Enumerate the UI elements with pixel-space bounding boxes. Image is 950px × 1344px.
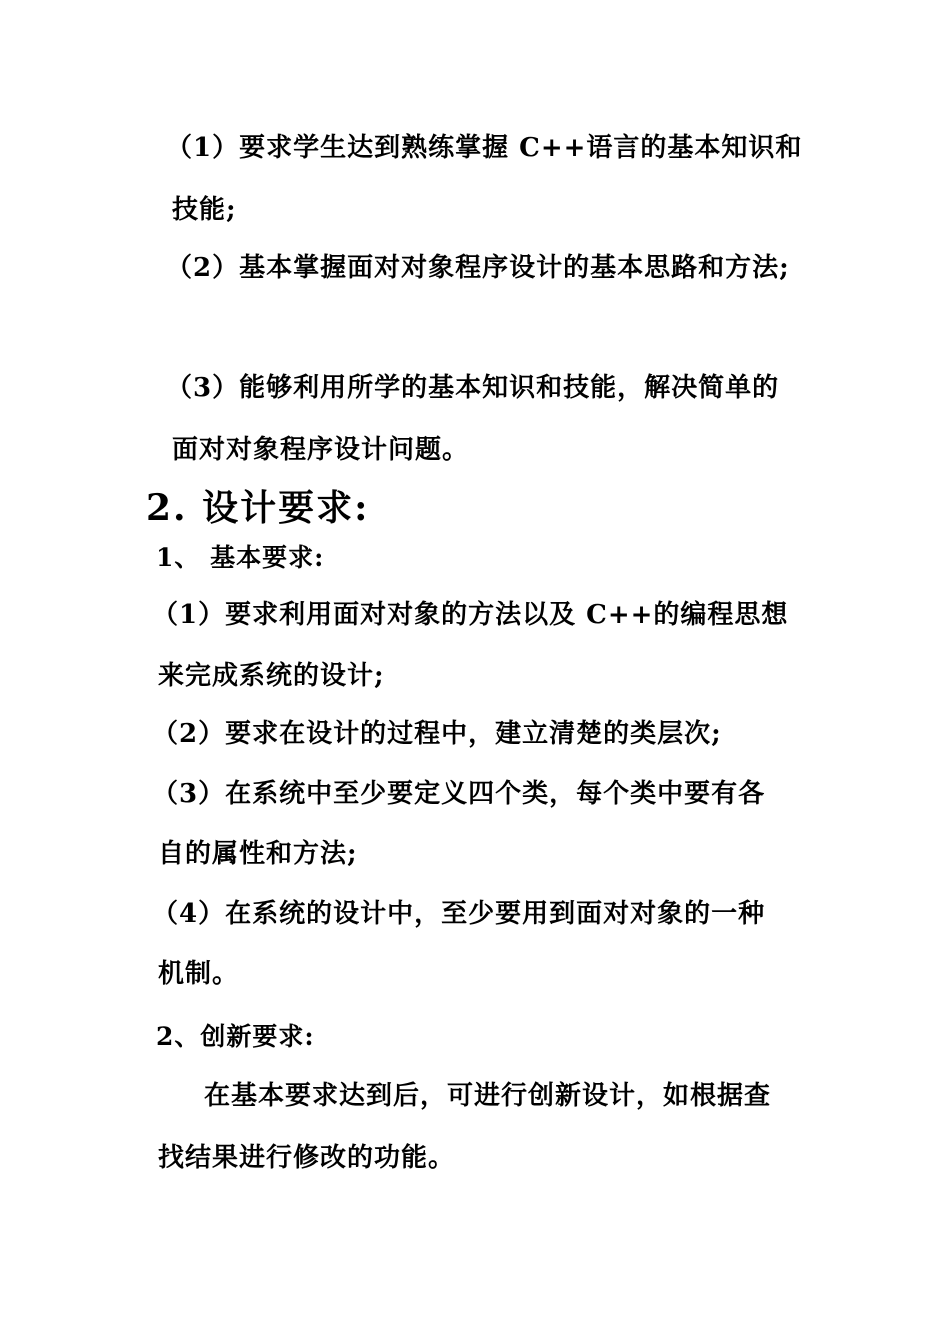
requirement-2: （2）要求在设计的过程中，建立清楚的类层次; — [152, 719, 722, 749]
requirement-3-line-2: 自的属性和方法; — [158, 839, 358, 869]
section-heading: 2. 设计要求: — [146, 487, 370, 529]
innovation-title: 2、创新要求: — [156, 1022, 315, 1051]
objective-1-line-1: （1）要求学生达到熟练掌握 C++语言的基本知识和 — [166, 133, 803, 163]
requirement-4-line-1: （4）在系统的设计中，至少要用到面对对象的一种 — [152, 899, 766, 929]
objective-1-line-2: 技能; — [172, 195, 237, 225]
objective-3-line-2: 面对对象程序设计问题。 — [172, 435, 470, 465]
requirement-1-line-1: （1）要求利用面对对象的方法以及 C++的编程思想 — [152, 600, 789, 630]
innovation-text-line-2: 找结果进行修改的功能。 — [158, 1143, 456, 1173]
objective-3-line-1: （3）能够利用所学的基本知识和技能，解决简单的 — [166, 373, 780, 403]
requirement-4-line-2: 机制。 — [158, 959, 240, 989]
requirement-3-line-1: （3）在系统中至少要定义四个类，每个类中要有各 — [152, 779, 766, 809]
basic-requirements-title: 1、 基本要求: — [156, 543, 325, 572]
requirement-1-line-2: 来完成系统的设计; — [158, 661, 385, 691]
innovation-text-line-1: 在基本要求达到后，可进行创新设计，如根据查 — [204, 1081, 772, 1111]
objective-2: （2）基本掌握面对对象程序设计的基本思路和方法; — [166, 253, 790, 283]
